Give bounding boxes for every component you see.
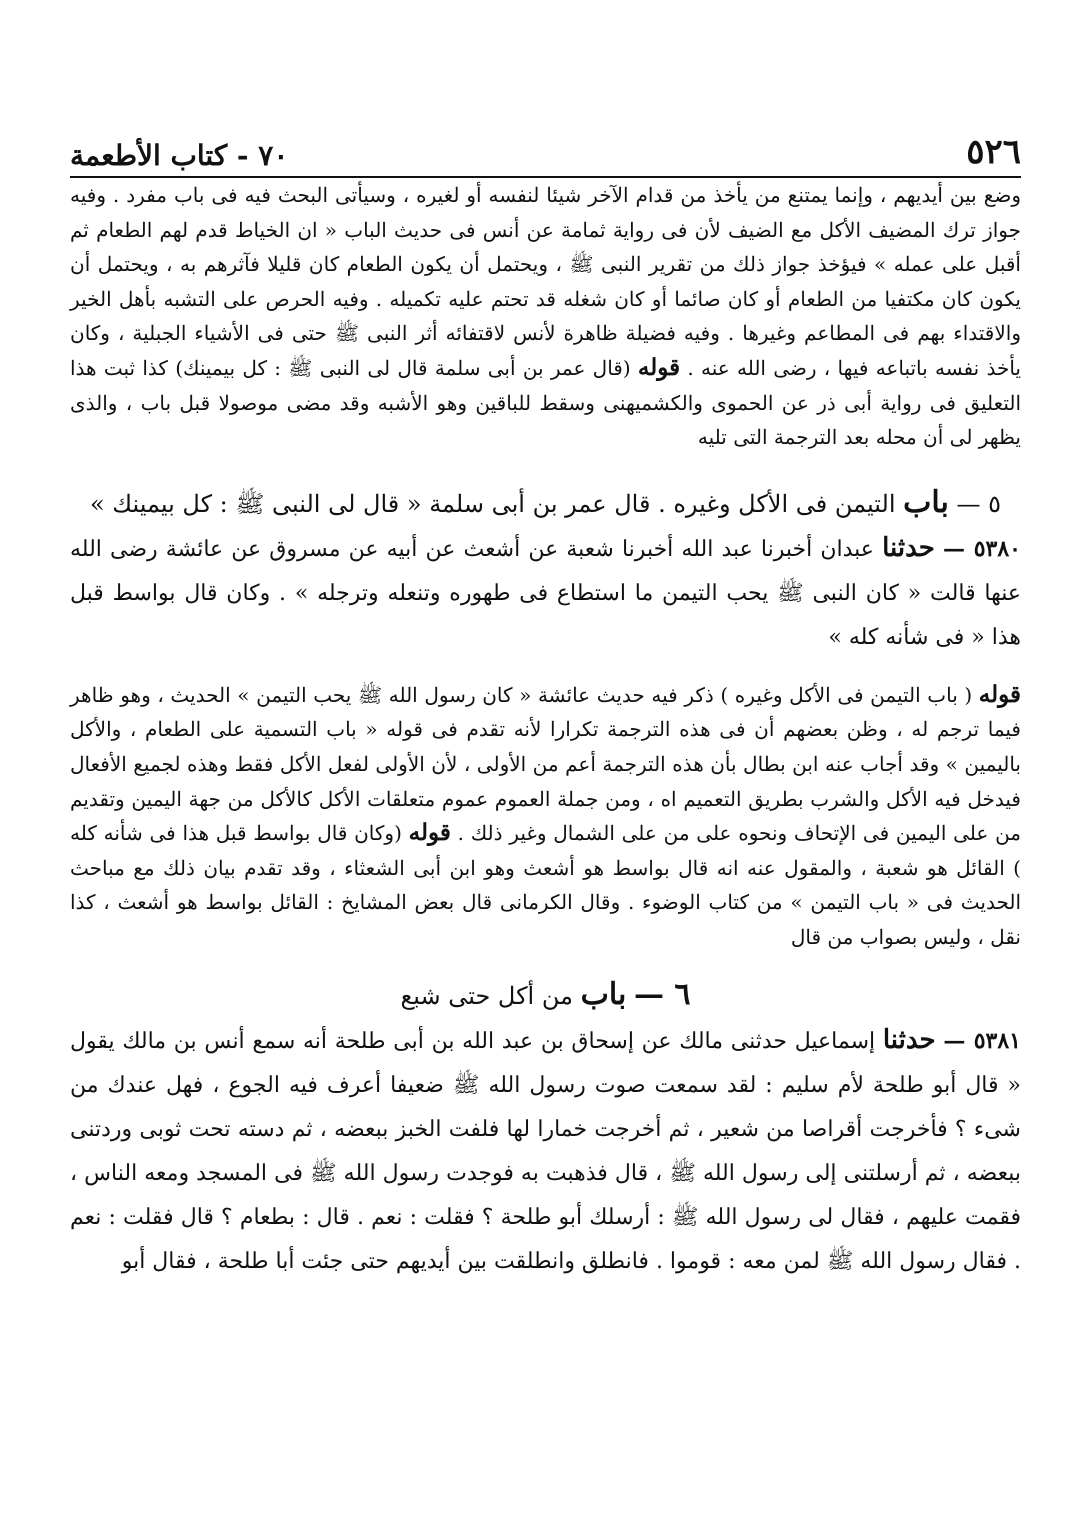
chapter-number: ٥ —: [956, 489, 1002, 518]
hadith-number: ٥٣٨١ —: [943, 1027, 1021, 1054]
hadith-body: عبدان أخبرنا عبد الله أخبرنا شعبة عن أشعث عن أبيه عن مسروق عن عائشة رضى الله عنها قالت « كان النبى ﷺ يحب التيمن ما استطاع فى طهوره وتنعله وترجله » . وكان قال بواسط قبل هذا « فى شأنه كله »: [70, 536, 1021, 650]
hadith-text: [70, 526, 1021, 660]
hadith-text: [70, 1018, 1021, 1284]
page-body: [70, 178, 1021, 1284]
hadith-body: إسماعيل حدثنى مالك عن إسحاق بن عبد الله بن أبى طلحة أنه سمع أنس بن مالك يقول « قال أبو طلحة لأم سليم : لقد سمعت صوت رسول الله ﷺ ضعيفا أعرف فيه الجوع ، فهل عندك من شىء ؟ فأخرجت أقراصا من شعير ، ثم أخرجت خمارا لها فلفت الخبز ببعضه ، ثم دسته تحت ثوبى وردتنى ببعضه ، ثم أرسلتنى إلى رسول الله ﷺ ، قال فذهبت به فوجدت رسول الله ﷺ فى المسجد ومعه الناس ، فقمت عليهم ، فقال لى رسول الله ﷺ : أرسلك أبو طلحة ؟ فقلت : نعم . قال : بطعام ؟ قال فقلت : نعم . فقال رسول الله ﷺ لمن معه : قوموا . فانطلق وانطلقت بين أيديهم حتى جئت أبا طلحة ، فقال أبو: [70, 1028, 1021, 1274]
chapter-heading: [70, 973, 1021, 1018]
page-number: ٥٢٦: [966, 132, 1021, 172]
hadith-number: ٥٣٨٠ —: [942, 535, 1021, 562]
commentary-paragraph: [70, 178, 1021, 455]
chapter-label: باب: [903, 484, 949, 520]
chapter-number: ٦ —: [633, 976, 691, 1012]
chapter-title: التيمن فى الأكل وغيره . قال عمر بن أبى سلمة « قال لى النبى ﷺ : كل بيمينك »: [89, 489, 896, 518]
chapter-title: من أكل حتى شبع: [400, 981, 573, 1010]
chapter-heading: [70, 481, 1021, 526]
commentary-paragraph: [70, 678, 1021, 955]
chapter-label: باب: [580, 976, 627, 1012]
commentary-text: ( باب التيمن فى الأكل وغيره ) ذكر فيه حديث عائشة « كان رسول الله ﷺ يحب التيمن » الحديث ، وهو ظاهر فيما ترجم له ، وظن بعضهم أن فى هذه الترجمة تكرارا لأنه تقدم فى قوله « باب التسمية على الطعام ، والأكل باليمين » وقد أجاب عنه ابن بطال بأن هذه الترجمة أعم من الأولى ، لأن الأولى لفعل الأكل فقط وهذه لجميع الأفعال فيدخل فيه الأكل والشرب بطريق التعميم اه ، ومن جملة العموم عموم متعلقات الأكل كالأكل من جهة اليمين وتقديم من على اليمين فى الإتحاف ونحوه على من على الشمال وغير ذلك .: [70, 682, 1022, 846]
commentary-text: (قال عمر بن أبى سلمة قال لى النبى ﷺ : كل بيمينك) كذا ثبت هذا التعليق فى رواية أبى ذر عن الحموى والكشميهنى وسقط للباقين وهو الأشبه وقد مضى موصولا قبل باب ، والذى يظهر لى أن محله بعد الترجمة التى تليه: [70, 355, 1021, 450]
page-header: [70, 120, 1021, 178]
commentary-text: وضع بين أيديهم ، وإنما يمتنع من يأخذ من قدام الآخر شيئا لنفسه أو لغيره ، وسيأتى البحث فيه فى باب مفرد . وفيه جواز ترك المضيف الأكل مع الضيف لأن فى رواية ثمامة عن أنس فى حديث الباب « ان الخياط قدم لهم الطعام ثم أقبل على عمله » فيؤخذ جواز ذلك من تقرير النبى ﷺ ، ويحتمل أن يكون الطعام كان قليلا فآثرهم به ، ويحتمل أن يكون كان مكتفيا من الطعام أو كان صائما أو كان شغله قد تحتم عليه تكميله . وفيه الحرص على التشبه بأهل الخير والاقتداء بهم فى المطاعم وغيرها . وفيه فضيلة ظاهرة لأنس لاقتفائه أثر النبى ﷺ حتى فى الأشياء الجبلية ، وكان يأخذ نفسه باتباعه فيها ، رضى الله عنه .: [70, 183, 1021, 380]
haddathana-keyword: حدثنا: [882, 532, 935, 563]
book-title: ٧٠ - كتاب الأطعمة: [70, 139, 289, 172]
haddathana-keyword: حدثنا: [882, 1024, 936, 1055]
qawluhu-keyword: قوله: [408, 819, 451, 847]
qawluhu-keyword: قوله: [978, 680, 1021, 708]
qawluhu-keyword: قوله: [637, 353, 681, 381]
commentary-text: (وكان قال بواسط قبل هذا فى شأنه كله ) القائل هو شعبة ، والمقول عنه انه قال بواسط هو أشعث وهو ابن أبى الشعثاء ، وقد تقدم بيان ذلك مع مباحث الحديث فى « باب التيمن » من كتاب الوضوء . وقال الكرمانى قال بعض المشايخ : القائل بواسط هو أشعث ، كذا نقل ، وليس بصواب من قال: [70, 821, 1021, 949]
